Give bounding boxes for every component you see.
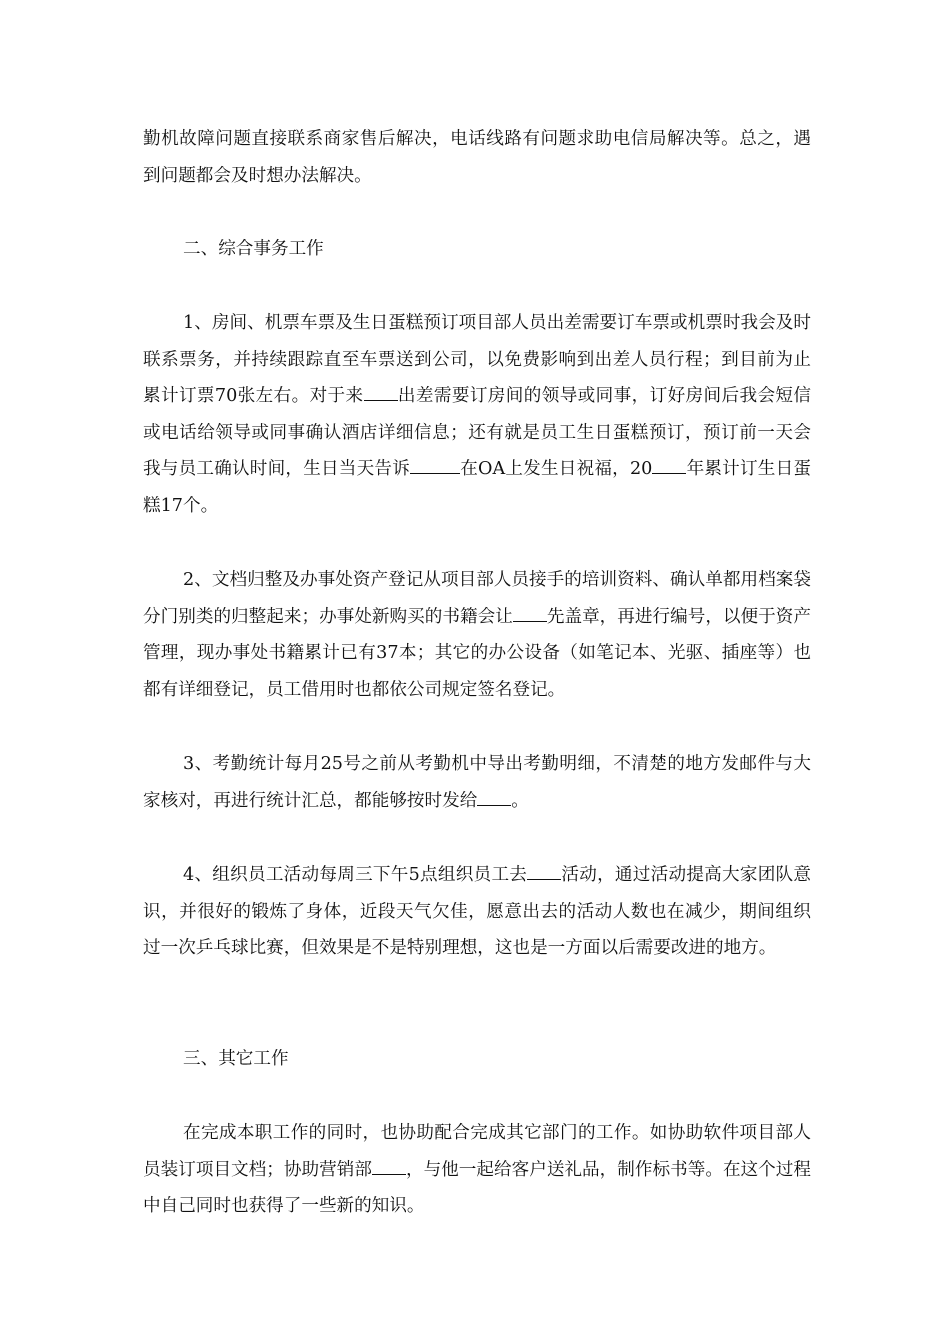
- text-run: 3、考勤统计每月25号之前从考勤机中导出考勤明细，不清楚的地方发邮件与大家核对，再进行统计汇总，都能够按时发给: [143, 754, 811, 811]
- paragraph-other-work: [143, 1115, 811, 1225]
- text-run: 活动，通过活动提高大家团队意识，并很好的锻炼了身体，近段天气欠佳，愿意出去的活动人数也在减少，期间组织过一次乒乓球比赛，但效果是不是特别理想，这也是一方面以后需要改进的地方。: [143, 865, 811, 958]
- blank-underline: [652, 455, 686, 474]
- paragraph-item-1: [143, 305, 811, 524]
- text-run: 先盖章，再进行编号，以便于资产管理，现办事处书籍累计已有37本；其它的办公设备（如笔记本、光驱、插座等）也都有详细登记，员工借用时也都依公司规定签名登记。: [143, 606, 811, 700]
- paragraph-item-2: [143, 562, 811, 708]
- paragraph-item-3: [143, 746, 811, 819]
- blank-underline: [513, 602, 547, 621]
- text-run: 出差需要订房间的领导或同事，订好房间后我会短信或电话给领导或同事确认酒店详细信息；还有就是员工生日蛋糕预订，预订前一天会我与员工确认时间，生日当天告诉: [143, 386, 811, 479]
- text-run: 年累计订生日蛋糕17个。: [143, 459, 811, 516]
- text-run: 。: [511, 790, 529, 811]
- text-run: 2、文档归整及办事处资产登记从项目部人员接手的培训资料、确认单都用档案袋分门别类的归整起来；办事处新购买的书籍会让: [143, 570, 811, 627]
- blank-underline: [477, 786, 511, 805]
- blank-underline: [372, 1155, 406, 1174]
- text-run: 4、组织员工活动每周三下午5点组织员工去: [183, 865, 528, 885]
- blank-underline: [527, 861, 561, 880]
- blank-underline: [410, 455, 460, 474]
- section-heading-3: 三、其它工作: [183, 1049, 289, 1069]
- text-run: 在OA上发生日祝福，20: [460, 459, 653, 479]
- text-run: 在完成本职工作的同时，也协助配合完成其它部门的工作。如协助软件项目部人员装订项目文档；协助营销部: [143, 1123, 811, 1180]
- paragraph-continuation: 勤机故障问题直接联系商家售后解决，电话线路有问题求助电信局解决等。总之，遇到问题都会及时想办法解决。: [143, 129, 811, 186]
- paragraph-item-4: [143, 857, 811, 967]
- text-run: 1、房间、机票车票及生日蛋糕预订项目部人员出差需要订车票或机票时我会及时联系票务，并持续跟踪直至车票送到公司，以免费影响到出差人员行程；到目前为止累计订票70张左右。对于来: [143, 313, 811, 406]
- text-run: ，与他一起给客户送礼品，制作标书等。在这个过程中自己同时也获得了一些新的知识。: [143, 1159, 811, 1216]
- blank-underline: [364, 382, 398, 401]
- section-heading-2: 二、综合事务工作: [183, 239, 324, 259]
